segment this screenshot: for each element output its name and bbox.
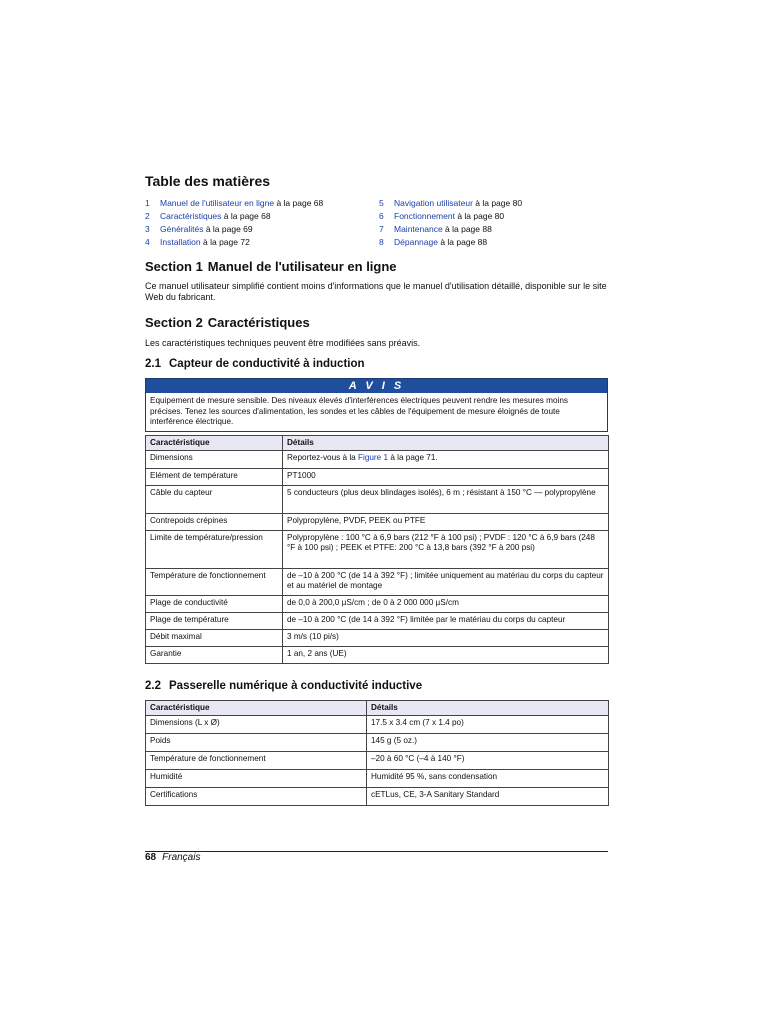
- section-1-text: Ce manuel utilisateur simplifié contient moins d'informations que le manuel d'utilisation détaillé, disponible sur le site Web du fabricant.: [145, 281, 607, 302]
- table-row: [146, 486, 609, 514]
- toc-link[interactable]: Manuel de l'utilisateur en ligne: [160, 198, 275, 208]
- table-cell: Certifications: [146, 788, 367, 806]
- table-row: [146, 734, 609, 752]
- toc-title: Table des matières: [145, 173, 271, 189]
- toc-column-left: [145, 197, 323, 249]
- table-row: [146, 613, 609, 630]
- notice-text: Equipement de mesure sensible. Des niveaux élevés d'interférences électriques peuvent rendre les mesures moins précises. Tenez les sources d'alimentation, les sondes et les câbles de l'équipement de mesure éloignés de toute interférence électrique.: [150, 396, 568, 426]
- table-row: [146, 770, 609, 788]
- table-cell: Garantie: [146, 647, 283, 664]
- notice-box: [145, 378, 608, 432]
- table-cell: 17.5 x 3.4 cm (7 x 1.4 po): [367, 716, 609, 734]
- table-row: [146, 647, 609, 664]
- toc-entry[interactable]: 7 Maintenance à la page 88: [379, 224, 492, 234]
- section-2-heading: Section 2 Caractéristiques: [145, 315, 310, 330]
- toc-entry[interactable]: 8 Dépannage à la page 88: [379, 237, 488, 247]
- table-cell: Humidité 95 %, sans condensation: [367, 770, 609, 788]
- table-cell: Reportez-vous à la Figure 1 à la page 71.: [283, 451, 609, 469]
- toc-entry[interactable]: 2 Caractéristiques à la page 68: [145, 211, 271, 221]
- table-row: [146, 514, 609, 531]
- toc-link[interactable]: Navigation utilisateur: [394, 198, 473, 208]
- section-2-text: Les caractéristiques techniques peuvent être modifiées sans préavis.: [145, 338, 421, 348]
- table-row: [146, 630, 609, 647]
- table-cell: Elément de température: [146, 469, 283, 486]
- table-row: [146, 752, 609, 770]
- table-row: [146, 569, 609, 596]
- table-row: [146, 788, 609, 806]
- page-number: 68: [145, 852, 157, 863]
- table-cell: Polypropylène : 100 °C à 6,9 bars (212 °F à 100 psi) ; PVDF : 120 °C à 6,9 bars (248 °F à 100 psi) ; PEEK et PTFE: 200 °C à 13,8 bars (392 °F à 200 psi): [283, 531, 609, 569]
- subsection-2-2-heading: 2.2 Passerelle numérique à conductivité inductive: [145, 680, 423, 692]
- table-row: [146, 451, 609, 469]
- subsection-2-1-heading: 2.1 Capteur de conductivité à induction: [145, 358, 365, 370]
- table-cell: Débit maximal: [146, 630, 283, 647]
- toc-entry[interactable]: 1 Manuel de l'utilisateur en ligne à la page 68: [145, 198, 324, 208]
- toc-column-right: [379, 197, 522, 249]
- figure-1-link[interactable]: Figure 1: [358, 453, 389, 462]
- table-row: [146, 716, 609, 734]
- table-cell: Température de fonctionnement: [146, 752, 367, 770]
- table-cell: 145 g (5 oz.): [367, 734, 609, 752]
- column-header: Caractéristique: [146, 701, 367, 716]
- column-header: Détails: [283, 436, 609, 451]
- table-cell: 3 m/s (10 pi/s): [283, 630, 609, 647]
- table-cell: Polypropylène, PVDF, PEEK ou PTFE: [283, 514, 609, 531]
- table-header-row: [146, 436, 609, 451]
- notice-title: A V I S: [146, 379, 607, 393]
- column-header: Caractéristique: [146, 436, 283, 451]
- table-cell: Température de fonctionnement: [146, 569, 283, 596]
- toc-link[interactable]: Caractéristiques: [160, 211, 222, 221]
- table-cell: de –10 à 200 °C (de 14 à 392 °F) ; limitée uniquement au matériau du corps du capteur et au matériel de montage: [283, 569, 609, 596]
- toc-entry[interactable]: 5 Navigation utilisateur à la page 80: [379, 198, 523, 208]
- table-cell: PT1000: [283, 469, 609, 486]
- table-cell: Contrepoids crépines: [146, 514, 283, 531]
- gateway-spec-table: [145, 700, 609, 806]
- toc-link[interactable]: Généralités: [160, 224, 204, 234]
- toc-link[interactable]: Fonctionnement: [394, 211, 455, 221]
- table-cell: Dimensions: [146, 451, 283, 469]
- table-cell: de –10 à 200 °C (de 14 à 392 °F) limitée par le matériau du corps du capteur: [283, 613, 609, 630]
- footer-language: Français: [162, 852, 201, 863]
- page-footer: [145, 852, 200, 863]
- table-cell: Humidité: [146, 770, 367, 788]
- table-cell: Plage de conductivité: [146, 596, 283, 613]
- table-cell: cETLus, CE, 3-A Sanitary Standard: [367, 788, 609, 806]
- column-header: Détails: [367, 701, 609, 716]
- table-cell: Câble du capteur: [146, 486, 283, 514]
- table-row: [146, 596, 609, 613]
- table-cell: Poids: [146, 734, 367, 752]
- table-row: [146, 469, 609, 486]
- toc-link[interactable]: Installation: [160, 237, 201, 247]
- toc-link[interactable]: Dépannage: [394, 237, 438, 247]
- table-cell: –20 à 60 °C (–4 à 140 °F): [367, 752, 609, 770]
- table-header-row: [146, 701, 609, 716]
- toc-entry[interactable]: 6 Fonctionnement à la page 80: [379, 211, 505, 221]
- table-cell: 1 an, 2 ans (UE): [283, 647, 609, 664]
- table-cell: de 0,0 à 200,0 µS/cm ; de 0 à 2 000 000 µS/cm: [283, 596, 609, 613]
- toc-entry[interactable]: 4 Installation à la page 72: [145, 237, 250, 247]
- footer-divider: [145, 851, 608, 852]
- table-cell: Limite de température/pression: [146, 531, 283, 569]
- section-1-heading: Section 1 Manuel de l'utilisateur en ligne: [145, 259, 397, 274]
- table-cell: Dimensions (L x Ø): [146, 716, 367, 734]
- sensor-spec-table: [145, 435, 609, 664]
- table-cell: Plage de température: [146, 613, 283, 630]
- toc-entry[interactable]: 3 Généralités à la page 69: [145, 224, 253, 234]
- table-row: [146, 531, 609, 569]
- table-cell: 5 conducteurs (plus deux blindages isolés), 6 m ; résistant à 150 °C — polypropylène: [283, 486, 609, 514]
- toc-link[interactable]: Maintenance: [394, 224, 443, 234]
